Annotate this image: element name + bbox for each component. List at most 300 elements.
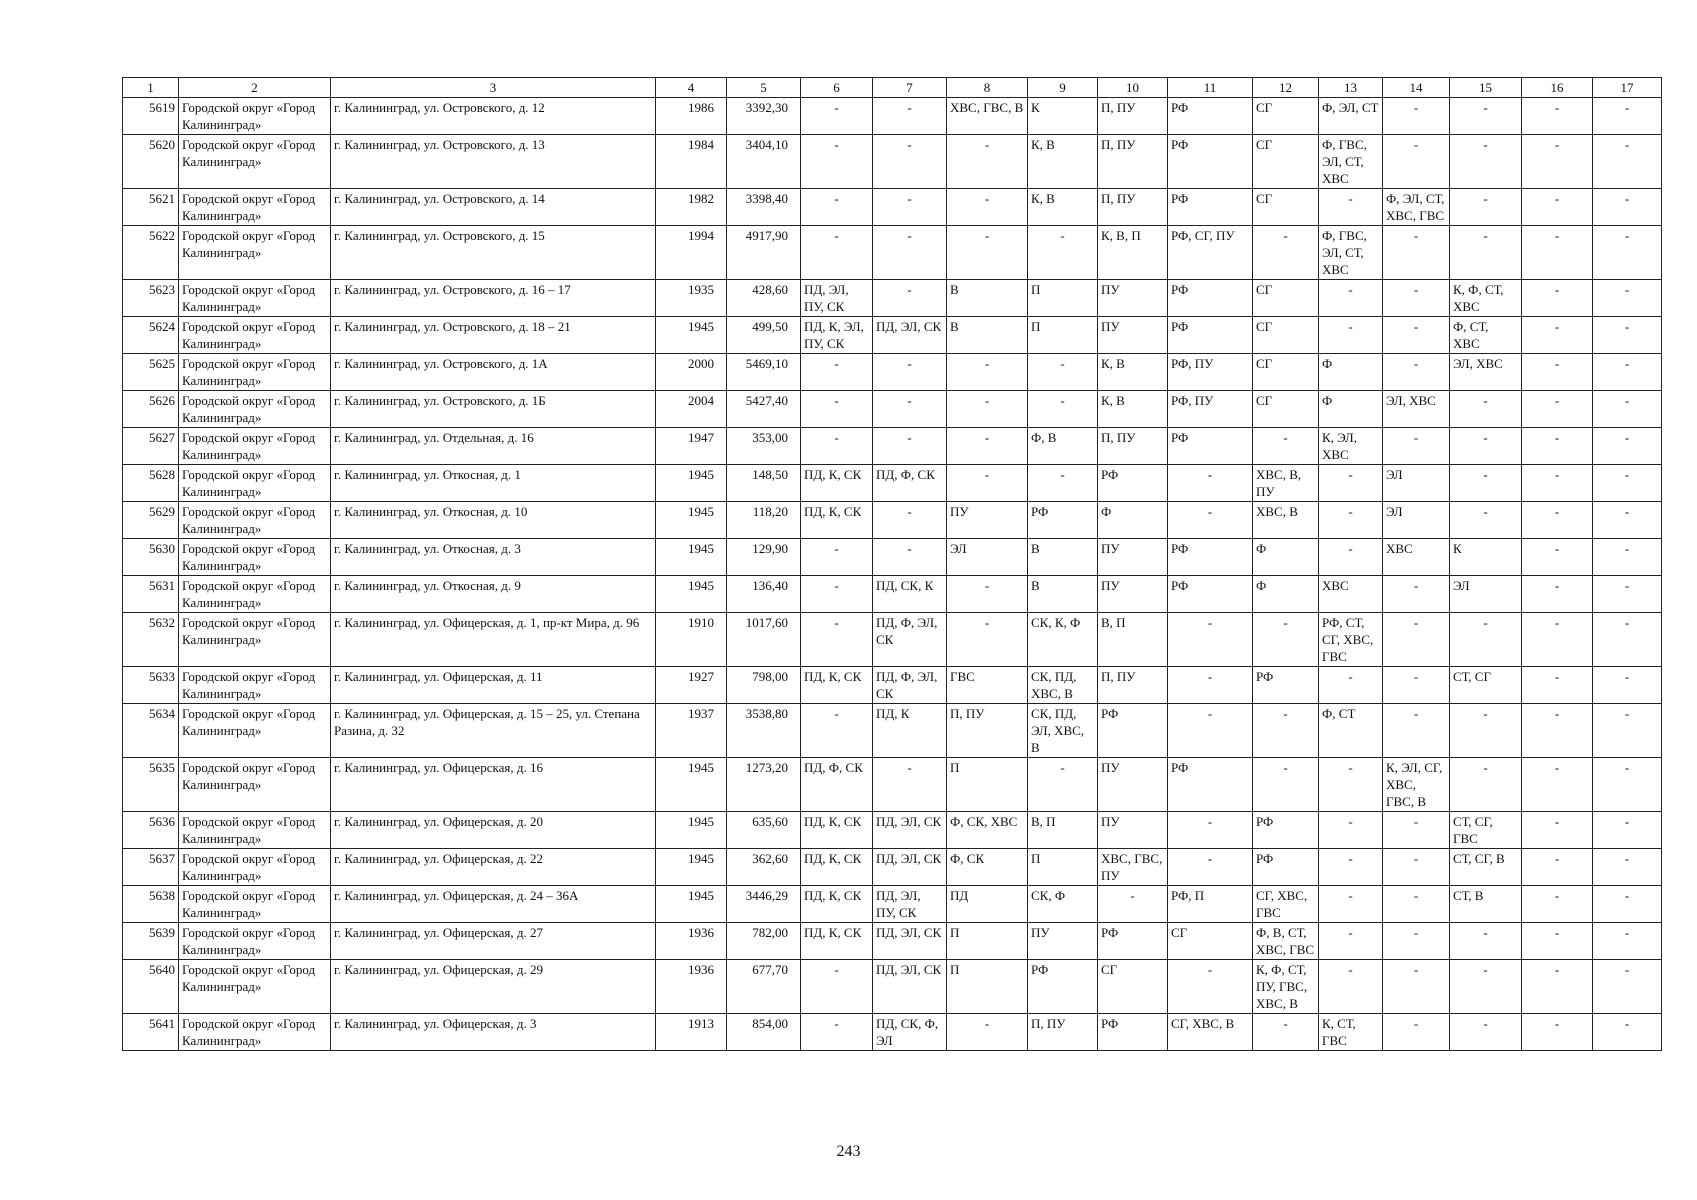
table-row bbox=[123, 539, 1662, 576]
table-cell: 1936 bbox=[656, 960, 727, 1014]
table-cell: - bbox=[1383, 226, 1450, 280]
table-cell: Городской округ «Город Калининград» bbox=[179, 849, 331, 886]
table-cell: ЭЛ, ХВС bbox=[1450, 354, 1522, 391]
table-cell: В bbox=[1028, 576, 1098, 613]
table-cell: г. Калининград, ул. Откосная, д. 3 bbox=[331, 539, 656, 576]
table-cell: - bbox=[1383, 923, 1450, 960]
table-cell: ХВС, ГВС, В bbox=[947, 98, 1028, 135]
table-cell: РФ bbox=[1168, 317, 1253, 354]
table-cell: К, СТ, ГВС bbox=[1319, 1014, 1383, 1051]
table-cell: - bbox=[1593, 886, 1662, 923]
table-cell: П bbox=[1028, 317, 1098, 354]
table-cell: - bbox=[1522, 923, 1593, 960]
table-cell: Ф, СТ bbox=[1319, 704, 1383, 758]
table-cell: г. Калининград, ул. Островского, д. 12 bbox=[331, 98, 656, 135]
table-cell: - bbox=[1593, 354, 1662, 391]
table-cell: 5619 bbox=[123, 98, 179, 135]
table-cell: - bbox=[801, 189, 873, 226]
table-cell: - bbox=[801, 428, 873, 465]
table-cell: - bbox=[1319, 812, 1383, 849]
column-header: 5 bbox=[727, 78, 801, 98]
table-cell: - bbox=[801, 960, 873, 1014]
table-cell: - bbox=[1450, 1014, 1522, 1051]
table-cell: - bbox=[1168, 667, 1253, 704]
table-cell: - bbox=[1098, 886, 1168, 923]
table-row bbox=[123, 849, 1662, 886]
table-cell: - bbox=[1383, 960, 1450, 1014]
table-cell: 5640 bbox=[123, 960, 179, 1014]
table-cell: ПД, К, СК bbox=[801, 923, 873, 960]
table-cell: - bbox=[801, 354, 873, 391]
table-cell: СГ bbox=[1253, 189, 1319, 226]
table-cell: СГ bbox=[1253, 280, 1319, 317]
table-cell: - bbox=[1593, 502, 1662, 539]
table-cell: - bbox=[1593, 1014, 1662, 1051]
table-header bbox=[123, 78, 1662, 98]
table-cell: СК, ПД, ЭЛ, ХВС, В bbox=[1028, 704, 1098, 758]
table-cell: - bbox=[1383, 667, 1450, 704]
table-cell: Городской округ «Город Калининград» bbox=[179, 428, 331, 465]
table-cell: П bbox=[1028, 280, 1098, 317]
table-cell: 5630 bbox=[123, 539, 179, 576]
table-cell: г. Калининград, ул. Откосная, д. 1 bbox=[331, 465, 656, 502]
table-cell: - bbox=[1522, 886, 1593, 923]
table-cell: К, Ф, СТ, ХВС bbox=[1450, 280, 1522, 317]
table-cell: П bbox=[947, 758, 1028, 812]
table-cell: - bbox=[1383, 849, 1450, 886]
table-cell: 4917,90 bbox=[727, 226, 801, 280]
table-cell: - bbox=[1522, 391, 1593, 428]
table-cell: 5623 bbox=[123, 280, 179, 317]
table-cell: К, В bbox=[1098, 391, 1168, 428]
column-header: 9 bbox=[1028, 78, 1098, 98]
table-cell: П, ПУ bbox=[1098, 667, 1168, 704]
table-cell: СГ, ХВС, В bbox=[1168, 1014, 1253, 1051]
table-cell: П bbox=[947, 923, 1028, 960]
table-cell: РФ bbox=[1253, 849, 1319, 886]
table-cell: - bbox=[1593, 391, 1662, 428]
table-cell: ПУ bbox=[1098, 576, 1168, 613]
table-cell: ПУ bbox=[1098, 317, 1168, 354]
table-cell: РФ bbox=[1028, 960, 1098, 1014]
table-row bbox=[123, 391, 1662, 428]
table-cell: - bbox=[1593, 849, 1662, 886]
column-header: 7 bbox=[873, 78, 947, 98]
table-cell: ПД, К, СК bbox=[801, 502, 873, 539]
table-cell: Ф, В bbox=[1028, 428, 1098, 465]
table-cell: 5469,10 bbox=[727, 354, 801, 391]
table-cell: - bbox=[1028, 758, 1098, 812]
table-cell: Ф, СТ, ХВС bbox=[1450, 317, 1522, 354]
table-cell: г. Калининград, ул. Островского, д. 16 – 17 bbox=[331, 280, 656, 317]
table-cell: - bbox=[1593, 280, 1662, 317]
table-cell: ЭЛ bbox=[947, 539, 1028, 576]
table-cell: - bbox=[1168, 704, 1253, 758]
table-cell: ПД, СК, К bbox=[873, 576, 947, 613]
table-cell: 3446,29 bbox=[727, 886, 801, 923]
table-cell: г. Калининград, ул. Офицерская, д. 29 bbox=[331, 960, 656, 1014]
table-cell: 1910 bbox=[656, 613, 727, 667]
table-cell: - bbox=[1319, 849, 1383, 886]
table-cell: 1945 bbox=[656, 886, 727, 923]
table-cell: СТ, В bbox=[1450, 886, 1522, 923]
table-cell: 5633 bbox=[123, 667, 179, 704]
table-cell: Городской округ «Город Калининград» bbox=[179, 502, 331, 539]
table-cell: 5628 bbox=[123, 465, 179, 502]
table-cell: - bbox=[1028, 391, 1098, 428]
table-cell: 1982 bbox=[656, 189, 727, 226]
table-cell: - bbox=[1522, 667, 1593, 704]
table-cell: - bbox=[1522, 226, 1593, 280]
table-cell: - bbox=[1319, 923, 1383, 960]
table-cell: ХВС bbox=[1319, 576, 1383, 613]
table-cell: П, ПУ bbox=[1028, 1014, 1098, 1051]
table-cell: Городской округ «Город Калининград» bbox=[179, 391, 331, 428]
table-row bbox=[123, 189, 1662, 226]
table-cell: РФ, СГ, ПУ bbox=[1168, 226, 1253, 280]
table-cell: - bbox=[801, 539, 873, 576]
table-cell: - bbox=[1522, 280, 1593, 317]
table-cell: - bbox=[1522, 502, 1593, 539]
table-cell: - bbox=[1522, 354, 1593, 391]
table-cell: СГ bbox=[1253, 135, 1319, 189]
table-cell: Ф, ГВС, ЭЛ, СТ, ХВС bbox=[1319, 135, 1383, 189]
table-cell: РФ bbox=[1098, 1014, 1168, 1051]
table-cell: ЭЛ bbox=[1383, 465, 1450, 502]
table-cell: РФ, П bbox=[1168, 886, 1253, 923]
table-cell: - bbox=[1383, 98, 1450, 135]
table-cell: 5637 bbox=[123, 849, 179, 886]
table-cell: 1945 bbox=[656, 576, 727, 613]
table-cell: - bbox=[873, 502, 947, 539]
table-cell: ПД, К, ЭЛ, ПУ, СК bbox=[801, 317, 873, 354]
table-cell: 677,70 bbox=[727, 960, 801, 1014]
table-cell: П, ПУ bbox=[1098, 135, 1168, 189]
table-cell: 1913 bbox=[656, 1014, 727, 1051]
table-cell: РФ, ПУ bbox=[1168, 391, 1253, 428]
table-cell: Ф, В, СТ, ХВС, ГВС bbox=[1253, 923, 1319, 960]
table-cell: ПУ bbox=[1028, 923, 1098, 960]
table-cell: - bbox=[873, 280, 947, 317]
table-cell: - bbox=[1593, 428, 1662, 465]
table-row bbox=[123, 613, 1662, 667]
table-cell: Ф bbox=[1253, 576, 1319, 613]
table-cell: - bbox=[1522, 98, 1593, 135]
table-cell: 1927 bbox=[656, 667, 727, 704]
table-cell: ХВС, В bbox=[1253, 502, 1319, 539]
table-cell: 3392,30 bbox=[727, 98, 801, 135]
table-cell: 5620 bbox=[123, 135, 179, 189]
table-cell: П, ПУ bbox=[1098, 428, 1168, 465]
table-cell: ПД, Ф, ЭЛ, СК bbox=[873, 667, 947, 704]
table-cell: - bbox=[1383, 1014, 1450, 1051]
table-cell: Ф, СК, ХВС bbox=[947, 812, 1028, 849]
table-cell: - bbox=[1593, 317, 1662, 354]
table-cell: 1945 bbox=[656, 317, 727, 354]
table-cell: 428,60 bbox=[727, 280, 801, 317]
table-cell: Городской округ «Город Калининград» bbox=[179, 189, 331, 226]
table-cell: - bbox=[1522, 189, 1593, 226]
table-cell: - bbox=[1522, 317, 1593, 354]
table-cell: - bbox=[1450, 98, 1522, 135]
table-cell: 3404,10 bbox=[727, 135, 801, 189]
table-cell: - bbox=[947, 428, 1028, 465]
table-cell: 5641 bbox=[123, 1014, 179, 1051]
table-cell: - bbox=[801, 391, 873, 428]
table-cell: Городской округ «Город Калининград» bbox=[179, 960, 331, 1014]
column-header: 12 bbox=[1253, 78, 1319, 98]
table-cell: ПД, ЭЛ, СК bbox=[873, 812, 947, 849]
table-cell: - bbox=[947, 354, 1028, 391]
table-cell: - bbox=[801, 576, 873, 613]
table-cell: Городской округ «Город Калининград» bbox=[179, 576, 331, 613]
table-cell: РФ, ПУ bbox=[1168, 354, 1253, 391]
table-cell: К bbox=[1450, 539, 1522, 576]
column-header: 16 bbox=[1522, 78, 1593, 98]
table-cell: К, В bbox=[1028, 189, 1098, 226]
table-row bbox=[123, 135, 1662, 189]
table-cell: - bbox=[1319, 189, 1383, 226]
table-cell: 118,20 bbox=[727, 502, 801, 539]
table-cell: г. Калининград, ул. Офицерская, д. 3 bbox=[331, 1014, 656, 1051]
table-cell: - bbox=[1383, 135, 1450, 189]
table-cell: Городской округ «Город Калининград» bbox=[179, 1014, 331, 1051]
table-row bbox=[123, 465, 1662, 502]
table-cell: ЭЛ, ХВС bbox=[1383, 391, 1450, 428]
table-cell: 5621 bbox=[123, 189, 179, 226]
table-cell: - bbox=[1168, 613, 1253, 667]
table-cell: СГ, ХВС, ГВС bbox=[1253, 886, 1319, 923]
table-cell: - bbox=[1450, 502, 1522, 539]
table-cell: Ф, ЭЛ, СТ bbox=[1319, 98, 1383, 135]
table-cell: РФ bbox=[1168, 189, 1253, 226]
table-cell: П, ПУ bbox=[1098, 189, 1168, 226]
table-cell: - bbox=[947, 135, 1028, 189]
table-cell: - bbox=[873, 539, 947, 576]
table-cell: СГ bbox=[1253, 354, 1319, 391]
table-cell: 5632 bbox=[123, 613, 179, 667]
table-cell: 5634 bbox=[123, 704, 179, 758]
table-cell: ПД, К bbox=[873, 704, 947, 758]
table-cell: Городской округ «Город Калининград» bbox=[179, 280, 331, 317]
table-cell: Ф bbox=[1253, 539, 1319, 576]
table-cell: - bbox=[1028, 226, 1098, 280]
table-row bbox=[123, 317, 1662, 354]
table-cell: г. Калининград, ул. Офицерская, д. 15 – 25, ул. Степана Разина, д. 32 bbox=[331, 704, 656, 758]
table-cell: - bbox=[1319, 539, 1383, 576]
table-cell: - bbox=[1319, 502, 1383, 539]
column-header: 8 bbox=[947, 78, 1028, 98]
table-row bbox=[123, 704, 1662, 758]
table-cell: - bbox=[873, 758, 947, 812]
table-cell: г. Калининград, ул. Островского, д. 18 – 21 bbox=[331, 317, 656, 354]
table-cell: - bbox=[801, 1014, 873, 1051]
table-cell: г. Калининград, ул. Офицерская, д. 16 bbox=[331, 758, 656, 812]
table-cell: ЭЛ bbox=[1383, 502, 1450, 539]
table-cell: 499,50 bbox=[727, 317, 801, 354]
table-cell: 1945 bbox=[656, 539, 727, 576]
table-cell: - bbox=[1450, 428, 1522, 465]
table-cell: - bbox=[1168, 465, 1253, 502]
table-cell: 1937 bbox=[656, 704, 727, 758]
table-cell: РФ bbox=[1098, 923, 1168, 960]
table-cell: ХВС bbox=[1383, 539, 1450, 576]
column-header: 15 bbox=[1450, 78, 1522, 98]
table-cell: - bbox=[1253, 758, 1319, 812]
table-cell: П bbox=[947, 960, 1028, 1014]
table-cell: Городской округ «Город Калининград» bbox=[179, 354, 331, 391]
table-cell: - bbox=[1383, 812, 1450, 849]
table-cell: СГ bbox=[1098, 960, 1168, 1014]
table-cell: г. Калининград, ул. Офицерская, д. 24 – 36А bbox=[331, 886, 656, 923]
table-cell: 148,50 bbox=[727, 465, 801, 502]
table-cell: РФ bbox=[1098, 704, 1168, 758]
table-cell: - bbox=[947, 391, 1028, 428]
table-cell: ПД, ЭЛ, ПУ, СК bbox=[801, 280, 873, 317]
table-row bbox=[123, 923, 1662, 960]
table-cell: - bbox=[1253, 704, 1319, 758]
table-cell: - bbox=[1253, 428, 1319, 465]
table-cell: 3538,80 bbox=[727, 704, 801, 758]
table-cell: - bbox=[947, 576, 1028, 613]
column-header: 13 bbox=[1319, 78, 1383, 98]
table-row bbox=[123, 812, 1662, 849]
table-cell: - bbox=[1319, 280, 1383, 317]
table-cell: П, ПУ bbox=[947, 704, 1028, 758]
table-cell: - bbox=[1593, 960, 1662, 1014]
table-cell: г. Калининград, ул. Островского, д. 1Б bbox=[331, 391, 656, 428]
table-cell: - bbox=[1168, 812, 1253, 849]
table-cell: 782,00 bbox=[727, 923, 801, 960]
table-cell: РФ bbox=[1168, 539, 1253, 576]
table-cell: Городской округ «Город Калининград» bbox=[179, 465, 331, 502]
table-cell: - bbox=[1028, 354, 1098, 391]
table-cell: - bbox=[1319, 886, 1383, 923]
table-cell: - bbox=[1383, 280, 1450, 317]
table-cell: - bbox=[1522, 849, 1593, 886]
table-cell: 362,60 bbox=[727, 849, 801, 886]
table-cell: г. Калининград, ул. Офицерская, д. 11 bbox=[331, 667, 656, 704]
table-cell: - bbox=[1450, 226, 1522, 280]
table-cell: - bbox=[1522, 613, 1593, 667]
table-cell: - bbox=[1319, 960, 1383, 1014]
table-row bbox=[123, 576, 1662, 613]
table-cell: 798,00 bbox=[727, 667, 801, 704]
table-cell: - bbox=[1383, 354, 1450, 391]
table-cell: - bbox=[1593, 98, 1662, 135]
table-cell: ПД, ЭЛ, СК bbox=[873, 849, 947, 886]
table-cell: 854,00 bbox=[727, 1014, 801, 1051]
table-cell: г. Калининград, ул. Откосная, д. 10 bbox=[331, 502, 656, 539]
table-cell: Городской округ «Город Калининград» bbox=[179, 704, 331, 758]
table-cell: СК, К, Ф bbox=[1028, 613, 1098, 667]
column-header: 11 bbox=[1168, 78, 1253, 98]
table-row bbox=[123, 98, 1662, 135]
table-cell: Ф bbox=[1319, 354, 1383, 391]
table-cell: Городской округ «Город Калининград» bbox=[179, 812, 331, 849]
table-cell: - bbox=[1593, 189, 1662, 226]
table-cell: 3398,40 bbox=[727, 189, 801, 226]
table-cell: СГ bbox=[1253, 317, 1319, 354]
housing-register-table bbox=[122, 77, 1662, 1051]
table-cell: - bbox=[1593, 667, 1662, 704]
table-row bbox=[123, 758, 1662, 812]
table-cell: СТ, СГ bbox=[1450, 667, 1522, 704]
table-cell: ПД, К, СК bbox=[801, 812, 873, 849]
table-cell: 5627 bbox=[123, 428, 179, 465]
table-cell: Ф bbox=[1098, 502, 1168, 539]
table-cell: 5635 bbox=[123, 758, 179, 812]
table-cell: - bbox=[1168, 960, 1253, 1014]
table-cell: - bbox=[947, 226, 1028, 280]
table-cell: Ф bbox=[1319, 391, 1383, 428]
table-cell: - bbox=[1383, 576, 1450, 613]
table-cell: СТ, СГ, ГВС bbox=[1450, 812, 1522, 849]
table-cell: - bbox=[1319, 317, 1383, 354]
table-cell: СК, Ф bbox=[1028, 886, 1098, 923]
table-cell: ПД, ЭЛ, СК bbox=[873, 923, 947, 960]
table-cell: РФ, СТ, СГ, ХВС, ГВС bbox=[1319, 613, 1383, 667]
table-cell: - bbox=[1522, 465, 1593, 502]
table-cell: 1994 bbox=[656, 226, 727, 280]
table-cell: К, ЭЛ, ХВС bbox=[1319, 428, 1383, 465]
table-cell: 136,40 bbox=[727, 576, 801, 613]
table-cell: 635,60 bbox=[727, 812, 801, 849]
table-cell: РФ bbox=[1168, 758, 1253, 812]
table-cell: 5625 bbox=[123, 354, 179, 391]
table-cell: - bbox=[873, 135, 947, 189]
table-cell: - bbox=[873, 189, 947, 226]
table-cell: - bbox=[1522, 704, 1593, 758]
table-cell: Городской округ «Город Калининград» bbox=[179, 135, 331, 189]
table-cell: ПУ bbox=[1098, 812, 1168, 849]
table-cell: 1984 bbox=[656, 135, 727, 189]
table-cell: 1945 bbox=[656, 502, 727, 539]
table-cell: В bbox=[1028, 539, 1098, 576]
table-cell: - bbox=[1450, 613, 1522, 667]
table-cell: - bbox=[873, 391, 947, 428]
column-header: 6 bbox=[801, 78, 873, 98]
table-cell: 1945 bbox=[656, 758, 727, 812]
table-row bbox=[123, 428, 1662, 465]
table-cell: Городской округ «Город Калининград» bbox=[179, 613, 331, 667]
table-cell: РФ bbox=[1098, 465, 1168, 502]
table-cell: К bbox=[1028, 98, 1098, 135]
column-header: 14 bbox=[1383, 78, 1450, 98]
table-cell: - bbox=[1319, 465, 1383, 502]
column-header: 1 bbox=[123, 78, 179, 98]
table-cell: РФ bbox=[1168, 576, 1253, 613]
table-cell: 1986 bbox=[656, 98, 727, 135]
table-cell: 1945 bbox=[656, 465, 727, 502]
table-cell: г. Калининград, ул. Островского, д. 15 bbox=[331, 226, 656, 280]
table-body bbox=[123, 98, 1662, 1051]
table-cell: - bbox=[1450, 758, 1522, 812]
table-cell: г. Калининград, ул. Островского, д. 13 bbox=[331, 135, 656, 189]
table-cell: 1947 bbox=[656, 428, 727, 465]
table-cell: - bbox=[1522, 960, 1593, 1014]
table-row bbox=[123, 1014, 1662, 1051]
table-cell: - bbox=[1522, 812, 1593, 849]
table-cell: - bbox=[1593, 923, 1662, 960]
table-cell: - bbox=[1253, 1014, 1319, 1051]
table-cell: 5639 bbox=[123, 923, 179, 960]
column-header: 4 bbox=[656, 78, 727, 98]
table-cell: - bbox=[1593, 539, 1662, 576]
table-cell: - bbox=[873, 226, 947, 280]
table-row bbox=[123, 280, 1662, 317]
table-cell: - bbox=[1450, 960, 1522, 1014]
